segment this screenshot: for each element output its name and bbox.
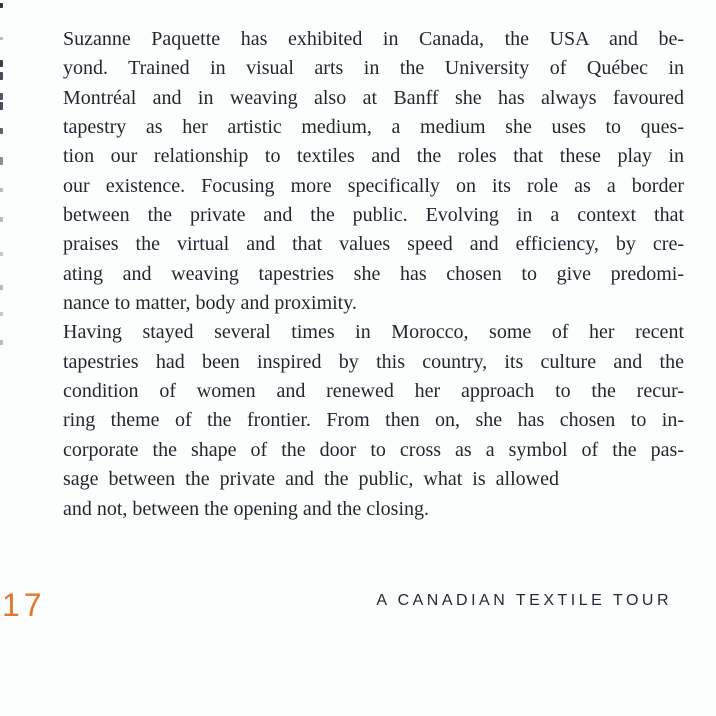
text-line: yond. Trained in visual arts in the University of Québec in xyxy=(63,57,684,80)
text-line: praises the virtual and that values speed and efficiency, by cre- xyxy=(63,233,684,256)
text-line: condition of women and renewed her approach to the recur- xyxy=(63,380,684,403)
text-line: between the private and the public. Evolving in a context that xyxy=(63,204,684,227)
text-line: corporate the shape of the door to cross as a symbol of the pas- xyxy=(63,438,684,461)
edge-mark xyxy=(0,217,3,222)
edge-mark xyxy=(0,3,3,8)
edge-mark xyxy=(0,312,3,316)
text-line: sage between the private and the public, what is allowed xyxy=(63,468,559,491)
running-title: A CANADIAN TEXTILE TOUR xyxy=(376,592,672,609)
text-line: tapestries had been inspired by this country, its culture and the xyxy=(63,350,684,373)
text-line-paragraph-end: and not, between the opening and the closing. xyxy=(63,497,430,520)
text-line: Suzanne Paquette has exhibited in Canada, the USA and be- xyxy=(63,28,684,50)
text-line: our existence. Focusing more specifically on its role as a border xyxy=(63,174,684,197)
edge-mark xyxy=(0,37,3,40)
body-text xyxy=(63,25,684,524)
text-line: Having stayed several times in Morocco, some of her recent xyxy=(63,321,684,344)
edge-mark xyxy=(0,252,3,256)
text-line: tion our relationship to textiles and the roles that these play in xyxy=(63,145,684,168)
edge-mark xyxy=(0,340,3,345)
text-line-paragraph-end: nance to matter, body and proximity. xyxy=(63,292,357,315)
edge-mark xyxy=(0,128,3,134)
text-line: tapestry as her artistic medium, a medium she uses to ques- xyxy=(63,116,684,139)
text-line: Montréal and in weaving also at Banff she has always favoured xyxy=(63,86,684,109)
text-line: ring theme of the frontier. From then on, she has chosen to in- xyxy=(63,409,684,432)
edge-mark xyxy=(0,157,3,165)
edge-mark xyxy=(0,102,3,110)
text-line: ating and weaving tapestries she has chosen to give predomi- xyxy=(63,262,684,285)
edge-mark xyxy=(0,188,3,192)
edge-mark xyxy=(0,60,3,67)
page-number: 17 xyxy=(2,587,46,623)
edge-mark xyxy=(0,285,3,290)
edge-mark xyxy=(0,72,3,80)
edge-mark xyxy=(0,93,3,100)
